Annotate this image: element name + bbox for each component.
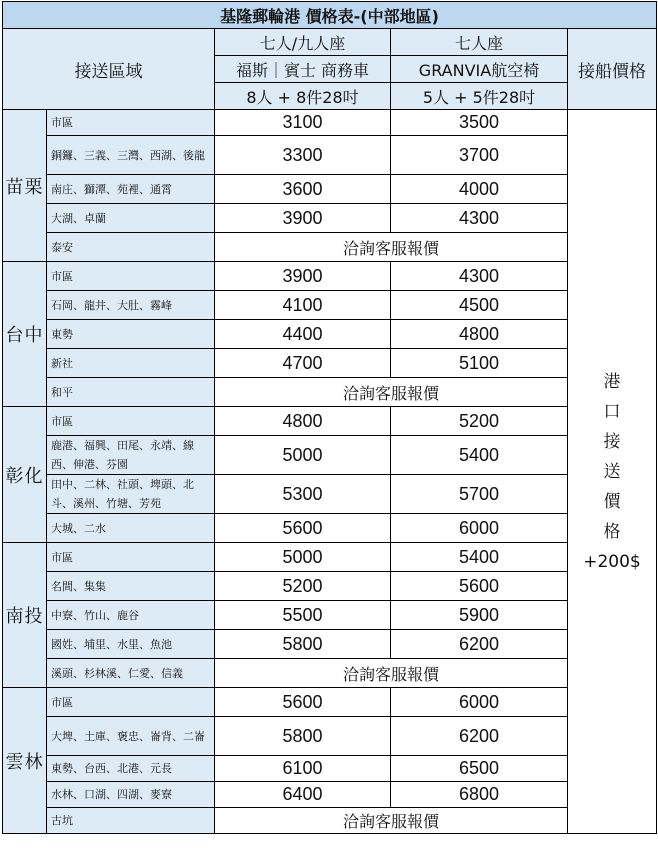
price-col2: 6200	[391, 630, 568, 659]
area-cell: 中寮、竹山、鹿谷	[47, 601, 215, 630]
port-surcharge: +200$	[583, 551, 641, 572]
port-surcharge-note	[568, 110, 657, 834]
table-row	[3, 756, 657, 782]
table-row	[3, 514, 657, 543]
quote-cell: 洽詢客服報價	[215, 808, 568, 834]
table-row	[3, 688, 657, 717]
price-col2: 4000	[391, 175, 568, 204]
area-cell: 南庄、獅潭、苑裡、通霄	[47, 175, 215, 204]
price-col2: 5400	[391, 543, 568, 572]
price-col1: 5000	[215, 436, 391, 475]
port-note-char: 接	[603, 431, 621, 452]
table-row	[3, 407, 657, 436]
price-col2: 5100	[391, 349, 568, 378]
price-col2: 5200	[391, 407, 568, 436]
region-miaoli: 苗栗	[3, 110, 47, 262]
price-col2: 6000	[391, 514, 568, 543]
quote-cell: 洽詢客服報價	[215, 378, 568, 407]
table-row	[3, 175, 657, 204]
header-col2-model: GRANVIA航空椅	[391, 56, 568, 83]
table-row	[3, 782, 657, 808]
port-note-char: 價	[603, 491, 621, 512]
region-changhua: 彰化	[3, 407, 47, 543]
area-cell: 田中、二林、社頭、埤頭、北斗、溪州、竹塘、芳苑	[47, 475, 215, 514]
price-col1: 6100	[215, 756, 391, 782]
area-cell: 國姓、埔里、水里、魚池	[47, 630, 215, 659]
area-cell: 市區	[47, 262, 215, 291]
price-col1: 6400	[215, 782, 391, 808]
table-row	[3, 136, 657, 175]
area-cell: 大城、二水	[47, 514, 215, 543]
area-cell: 東勢	[47, 320, 215, 349]
table-row	[3, 717, 657, 756]
price-col1: 4700	[215, 349, 391, 378]
table-title: 基隆郵輪港 價格表-(中部地區)	[3, 2, 657, 29]
price-col2: 5400	[391, 436, 568, 475]
header-col2-seat: 七人座	[391, 29, 568, 56]
header-col1-model: 福斯｜賓士 商務車	[215, 56, 391, 83]
port-note-char: 格	[603, 521, 621, 542]
area-cell: 鹿港、福興、田尾、永靖、線西、伸港、芬園	[47, 436, 215, 475]
price-table	[2, 1, 657, 834]
area-cell: 古坑	[47, 808, 215, 834]
price-col2: 6200	[391, 717, 568, 756]
table-row	[3, 378, 657, 407]
table-row	[3, 659, 657, 688]
header-col1-seat: 七人/九人座	[215, 29, 391, 56]
area-cell: 泰安	[47, 233, 215, 262]
table-row	[3, 808, 657, 834]
table-row	[3, 349, 657, 378]
price-col2: 5900	[391, 601, 568, 630]
area-cell: 和平	[47, 378, 215, 407]
area-cell: 市區	[47, 110, 215, 136]
area-cell: 銅鑼、三義、三灣、西湖、後龍	[47, 136, 215, 175]
region-yunlin: 雲林	[3, 688, 47, 834]
price-col2: 4800	[391, 320, 568, 349]
area-cell: 市區	[47, 543, 215, 572]
price-col1: 3900	[215, 262, 391, 291]
table-row	[3, 436, 657, 475]
price-col1: 5500	[215, 601, 391, 630]
table-row	[3, 572, 657, 601]
table-row	[3, 110, 657, 136]
area-cell: 溪頭、杉林溪、仁愛、信義	[47, 659, 215, 688]
price-col1: 3600	[215, 175, 391, 204]
region-taichung: 台中	[3, 262, 47, 407]
price-col2: 3700	[391, 136, 568, 175]
area-cell: 名間、集集	[47, 572, 215, 601]
price-col1: 3300	[215, 136, 391, 175]
table-row	[3, 543, 657, 572]
price-table-container	[2, 1, 658, 834]
area-cell: 水林、口湖、四湖、麥寮	[47, 782, 215, 808]
table-row	[3, 475, 657, 514]
header-pickup-price: 接船價格	[568, 29, 657, 110]
price-col1: 5200	[215, 572, 391, 601]
price-col2: 5600	[391, 572, 568, 601]
price-col1: 5800	[215, 630, 391, 659]
area-cell: 市區	[47, 688, 215, 717]
price-col2: 4300	[391, 262, 568, 291]
header-col1-capacity: 8人 + 8件28吋	[215, 83, 391, 110]
price-col1: 3100	[215, 110, 391, 136]
price-col1: 5000	[215, 543, 391, 572]
area-cell: 石岡、龍井、大肚、霧峰	[47, 291, 215, 320]
area-cell: 東勢、台西、北港、元長	[47, 756, 215, 782]
price-col2: 6500	[391, 756, 568, 782]
table-row	[3, 262, 657, 291]
table-row	[3, 233, 657, 262]
region-nantou: 南投	[3, 543, 47, 688]
price-col1: 4800	[215, 407, 391, 436]
table-row	[3, 291, 657, 320]
table-row	[3, 601, 657, 630]
area-cell: 新社	[47, 349, 215, 378]
header-area: 接送區域	[3, 29, 215, 110]
price-col1: 5600	[215, 688, 391, 717]
quote-cell: 洽詢客服報價	[215, 233, 568, 262]
price-col1: 3900	[215, 204, 391, 233]
price-col2: 4500	[391, 291, 568, 320]
price-col2: 5700	[391, 475, 568, 514]
price-col2: 6000	[391, 688, 568, 717]
price-col1: 5800	[215, 717, 391, 756]
area-cell: 大埤、土庫、褒忠、崙背、二崙	[47, 717, 215, 756]
port-note-char: 港	[603, 371, 621, 392]
table-row	[3, 630, 657, 659]
price-col1: 5300	[215, 475, 391, 514]
price-col2: 3500	[391, 110, 568, 136]
area-cell: 大湖、卓蘭	[47, 204, 215, 233]
table-row	[3, 204, 657, 233]
port-note-char: 口	[603, 401, 621, 422]
price-col2: 6800	[391, 782, 568, 808]
price-col1: 4400	[215, 320, 391, 349]
header-col2-capacity: 5人 + 5件28吋	[391, 83, 568, 110]
price-col1: 5600	[215, 514, 391, 543]
quote-cell: 洽詢客服報價	[215, 659, 568, 688]
port-note-char: 送	[603, 461, 621, 482]
table-row	[3, 320, 657, 349]
price-col1: 4100	[215, 291, 391, 320]
price-col2: 4300	[391, 204, 568, 233]
area-cell: 市區	[47, 407, 215, 436]
